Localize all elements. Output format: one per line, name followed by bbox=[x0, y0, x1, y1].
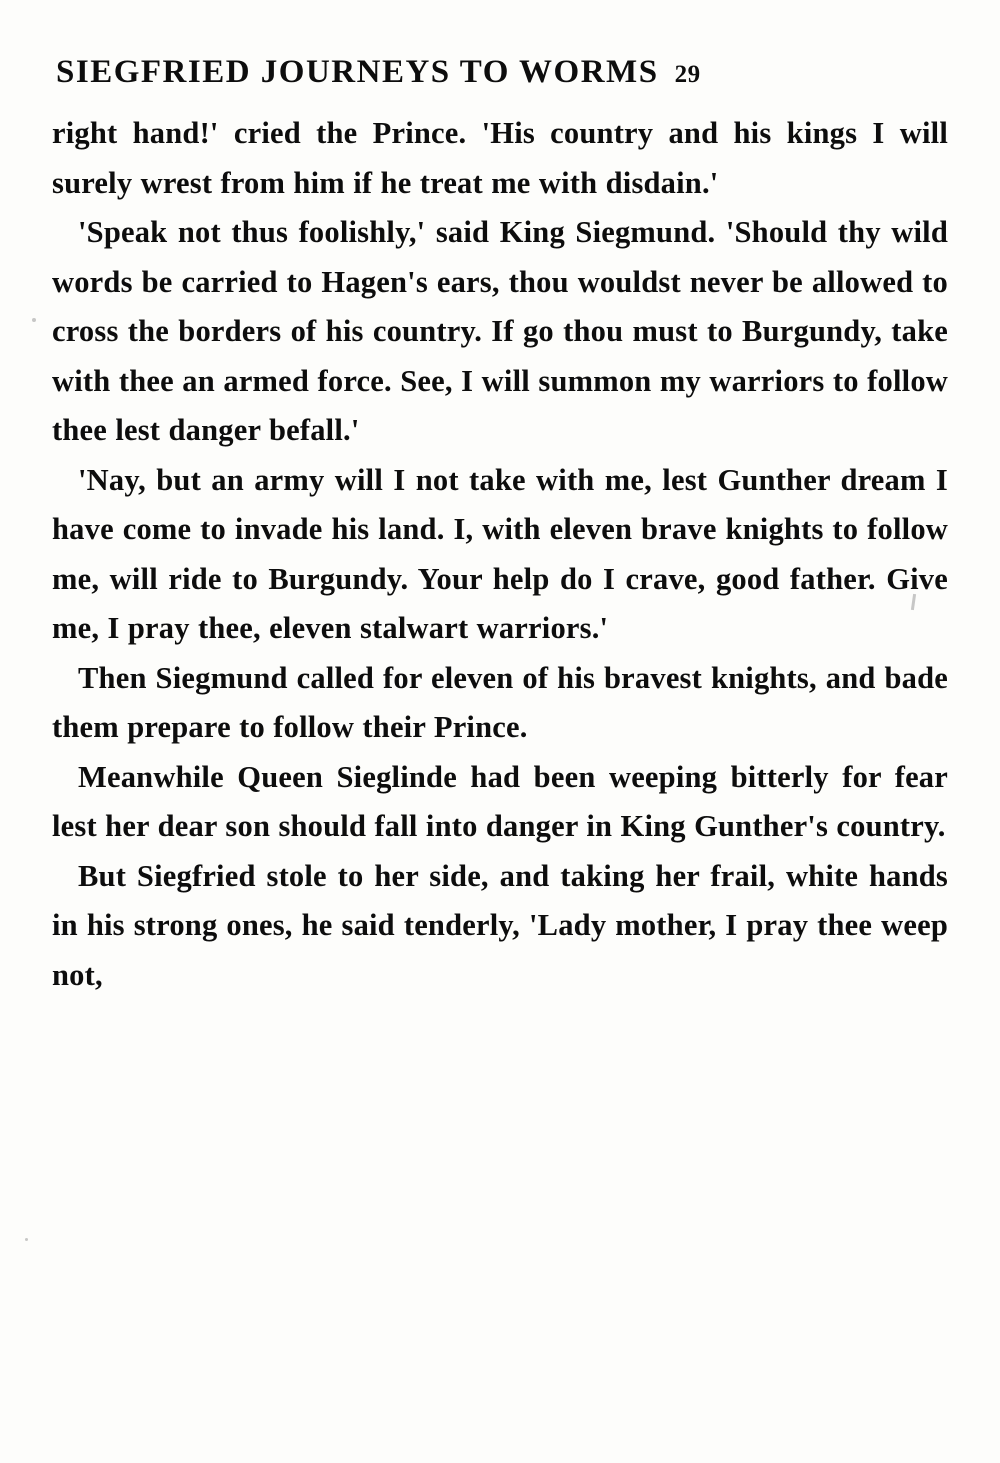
running-head-title: SIEGFRIED JOURNEYS TO WORMS bbox=[56, 54, 659, 90]
page-speck bbox=[32, 318, 36, 322]
body-text bbox=[52, 109, 948, 1000]
page-content bbox=[52, 54, 948, 1000]
paragraph-5: Meanwhile Queen Sieglinde had been weeping bitterly for fear lest her dear son should fall into danger in King Gunther's country. bbox=[52, 759, 948, 843]
page-speck bbox=[25, 1238, 28, 1241]
paragraph-6: But Siegfried stole to her side, and taking her frail, white hands in his strong ones, he said tenderly, 'Lady mother, I pray thee weep not, bbox=[52, 858, 948, 992]
paragraph-3: 'Nay, but an army will I not take with me, lest Gunther dream I have come to invade his land. I, with eleven brave knights to follow me, will ride to Burgundy. Your help do I crave, good father. Give me, I pray thee, eleven stalwart warriors.' bbox=[52, 462, 948, 645]
paragraph-1: right hand!' cried the Prince. 'His country and his kings I will surely wrest from him if he treat me with disdain.' bbox=[52, 116, 948, 200]
paragraph-4: Then Siegmund called for eleven of his bravest knights, and bade them prepare to follow their Prince. bbox=[52, 660, 948, 744]
running-head bbox=[56, 54, 948, 91]
page-number: 29 bbox=[674, 61, 701, 88]
paragraph-2: 'Speak not thus foolishly,' said King Siegmund. 'Should thy wild words be carried to Hagen's ears, thou wouldst never be allowed to cross the borders of his country. If go thou must to Burgundy, take with thee an armed force. See, I will summon my warriors to follow thee lest danger befall.' bbox=[52, 215, 948, 447]
